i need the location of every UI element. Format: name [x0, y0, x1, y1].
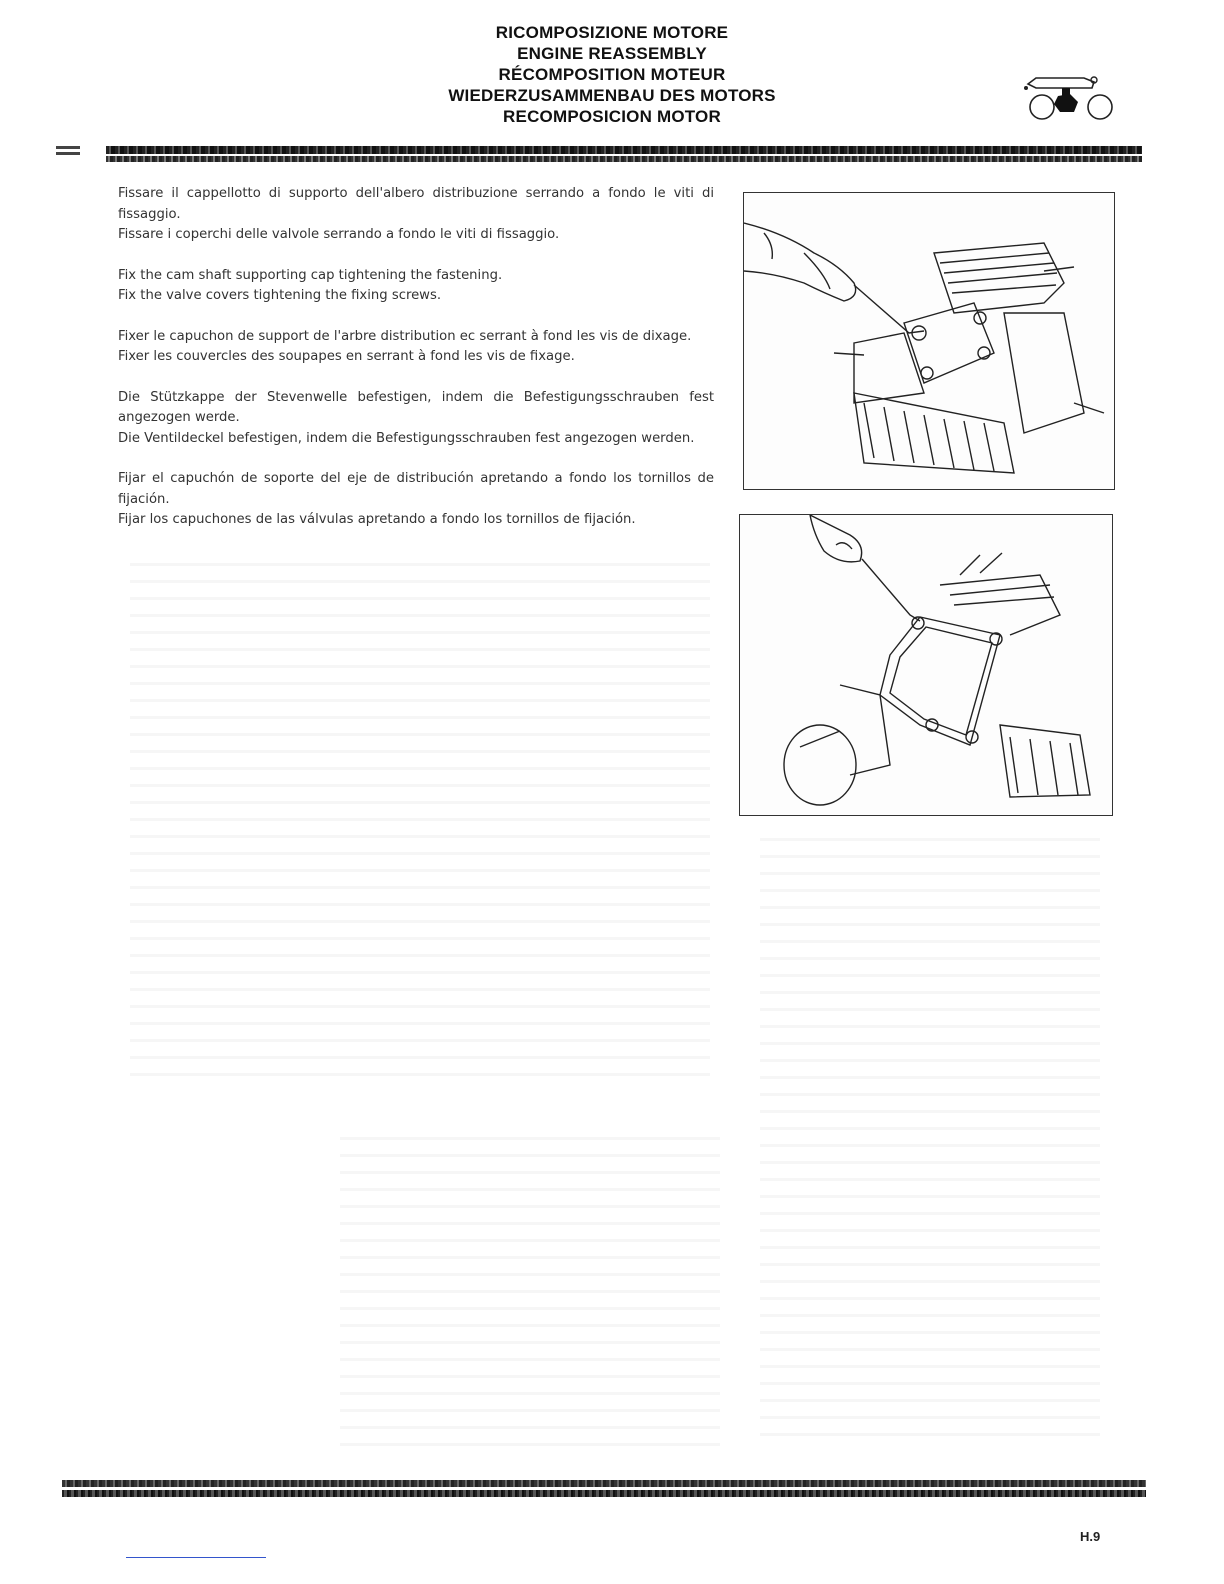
header-rule: [106, 146, 1142, 162]
title-french: RÉCOMPOSITION MOTEUR: [498, 65, 726, 84]
engine-valve-cover-illustration: [739, 514, 1113, 816]
footer-link-line: [126, 1557, 266, 1558]
text-line: Fissare il cappellotto di supporto dell'albero distribuzione serrando a fondo le viti di fissaggio.: [118, 186, 714, 222]
paragraph-italian: [118, 184, 714, 246]
paragraph-spanish: [118, 469, 714, 531]
bleed-through-artifact: [760, 830, 1100, 1450]
text-line: Fijar el capuchón de soporte del eje de distribución apretando a fondo los tornillos de fijación.: [118, 471, 714, 507]
motorcycle-engine-icon: [1014, 74, 1116, 124]
instruction-text: [118, 184, 714, 551]
text-line: Fix the cam shaft supporting cap tightening the fastening.: [118, 267, 503, 283]
text-line: Fijar los capuchones de las válvulas apretando a fondo los tornillos de fijación.: [118, 512, 636, 527]
text-line: Die Ventildeckel befestigen, indem die Befestigungsschrauben fest angezogen werden.: [118, 430, 695, 446]
text-line: Fixer les couvercles des soupapes en serrant à fond les vis de fixage.: [118, 349, 575, 364]
paragraph-german: [118, 388, 714, 450]
text-line: Die Stützkappe der Stevenwelle befestigen, indem die Befestigungsschrauben fest angezogen werde.: [118, 389, 714, 425]
title-german: WIEDERZUSAMMENBAU DES MOTORS: [448, 86, 776, 105]
margin-mark: [56, 146, 80, 160]
footer-rule: [62, 1480, 1146, 1500]
text-line: Fix the valve covers tightening the fixing screws.: [118, 288, 442, 303]
page-number: H.9: [1080, 1529, 1101, 1544]
bleed-through-artifact: [340, 1130, 720, 1460]
paragraph-english: [118, 266, 714, 307]
engine-cam-cap-illustration: [743, 192, 1115, 490]
title-english: ENGINE REASSEMBLY: [517, 44, 707, 63]
title-italian: RICOMPOSIZIONE MOTORE: [495, 23, 729, 42]
paragraph-french: [118, 327, 714, 368]
bleed-through-artifact: [130, 560, 710, 1090]
title-spanish: RECOMPOSICION MOTOR: [503, 107, 721, 126]
text-line: Fissare i coperchi delle valvole serrando a fondo le viti di fissaggio.: [118, 227, 560, 242]
text-line: Fixer le capuchon de support de l'arbre distribution ec serrant à fond les vis de dixage.: [118, 328, 692, 344]
